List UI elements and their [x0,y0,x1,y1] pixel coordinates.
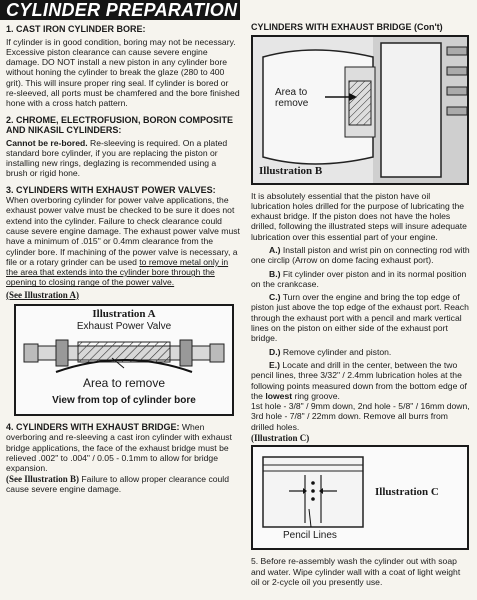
step-e [251,360,471,401]
illustration-a-title: Illustration A [92,308,156,321]
lubrication-paragraph: It is absolutely essential that the piston have oil lubrication holes drilled for the purpose of lubricating the exhaust bridge. If the piston does not have the holes drilled, following the illustrated steps will insure adequate lubrication over this essential part of your engine. [251,190,467,242]
section-2-title: 2. CHROME, ELECTROFUSION, BORON COMPOSITE AND NIKASIL CYLINDERS: [6,114,234,136]
exhaust-bridge-drawing [253,37,467,183]
illustration-c [251,445,469,550]
right-column-header: CYLINDERS WITH EXHAUST BRIDGE (Con't) [251,22,443,32]
illustration-a-subtitle: Exhaust Power Valve [76,321,172,333]
step-a-text: Install piston and wrist pin on connecting rod with one circlip (Arrow on dome facing exhaust port). [251,244,470,266]
illustration-b-label: Illustration B [259,165,323,178]
illustration-c-label: Illustration C [375,486,439,499]
step-b-text: Fit cylinder over piston and in its normal position on the crankcase. [251,268,467,289]
step-a-label: A.) [269,244,281,255]
section-1-body: If cylinder is in good condition, boring may not be necessary. Excessive piston clearance can cause severe engine damage. DO NOT install a new piston in any cylinder bore without honing the cylinder to break the glaze (280 to 400 grit). This will insure proper ring seal. If cylinder is bored or re-sleeved, all ports must be chamfered and the bore finished hone with a cross hatch pattern. [6,36,240,109]
illustration-a [14,304,234,416]
step-e-text-2: ring groove. [292,390,340,401]
step-d-label: D.) [269,346,281,357]
section-3-title: 3. CYLINDERS WITH EXHAUST POWER VALVES: [6,184,216,195]
section-3 [6,185,240,288]
pencil-lines-label: Pencil Lines [283,530,337,542]
step-c-text: Turn over the engine and bring the top edge of piston just above the top edge of the exhaust port. Reach through the exhaust port with a pencil and mark vertical lines on the piston on either side of the exhaust port bridge. [251,292,469,344]
step-e-text: Locate and drill in the center, between the two pencil lines, three 3/32" / 2.4mm lubrication holes at the following points measured down from the bottom edge of the [251,359,467,401]
see-illustration-c: (Illustration C) [251,433,310,444]
illustration-a-view-caption: View from top of cylinder bore [52,395,196,407]
section-2-text: Re-sleeving is required. On a plated standard bore cylinder, if you are replacing the piston or installing new rings, deglazing is recommended using a brush or rigid hone. [6,137,228,179]
section-4 [6,422,240,494]
left-column [6,24,240,500]
step-c [251,292,471,343]
section-1-title: 1. CAST IRON CYLINDER BORE: [6,24,146,34]
section-4-title: 4. CYLINDERS WITH EXHAUST BRIDGE: [6,422,180,433]
illustration-b [251,35,469,185]
step-d [251,347,471,357]
see-illustration-b: (See Illustration B) [6,473,79,484]
illustration-a-area-label: Area to remove [82,376,166,391]
illustration-b-area-label: Area to remove [275,86,309,109]
section-4-text-2: Failure to allow proper clearance could cause severe engine damage. [6,473,229,494]
section-2-bold: Cannot be re-bored. [6,137,88,148]
step-b [251,269,471,290]
step-e-label: E.) [269,359,280,370]
page-title-banner: CYLINDER PREPARATION [0,0,240,20]
step-e-bold: lowest [265,390,293,401]
section-2-body [6,138,240,179]
see-illustration-a: (See Illustration A) [6,289,79,300]
section-4-text: When overboring and re-sleeving a cast iron cylinder with exhaust bridge applications, the face of the exhaust bridge must be relieved .002" to .004" / 0.05 - 0.1mm to allow for bridge expansion. [6,422,232,474]
step-a [251,245,471,266]
hole-positions: 1st hole - 3/8" / 9mm down, 2nd hole - 5/8" / 16mm down, 3rd hole - 7/8" / 22mm down. Remove all burrs from drilled holes. [251,401,470,432]
section-3-underline: to remove metal only in the area that extends into the cylinder bore through the opening to closing range of the power valve. [6,256,229,288]
step-b-label: B.) [269,268,281,279]
step-c-label: C.) [269,292,281,303]
section-3-text: When overboring cylinder for power valve applications, the exhaust power valve must be checked to be sure it does not extend into the cylinder. Failure to check clearance could cause severe engine damage. The exhaust power valve must have a minimum of .015" or 0.4mm clearance from the cylinder bore. If machining of the power valve is necessary, a file or a rotary grinder can be used [6,195,240,267]
section-5: 5. Before re-assembly wash the cylinder out with soap and water. Wipe cylinder wall with a coat of light weight oil or 2-cycle oil you presently use. [251,556,461,587]
step-d-text: Remove cylinder and piston. [280,346,392,357]
right-column [251,22,471,593]
